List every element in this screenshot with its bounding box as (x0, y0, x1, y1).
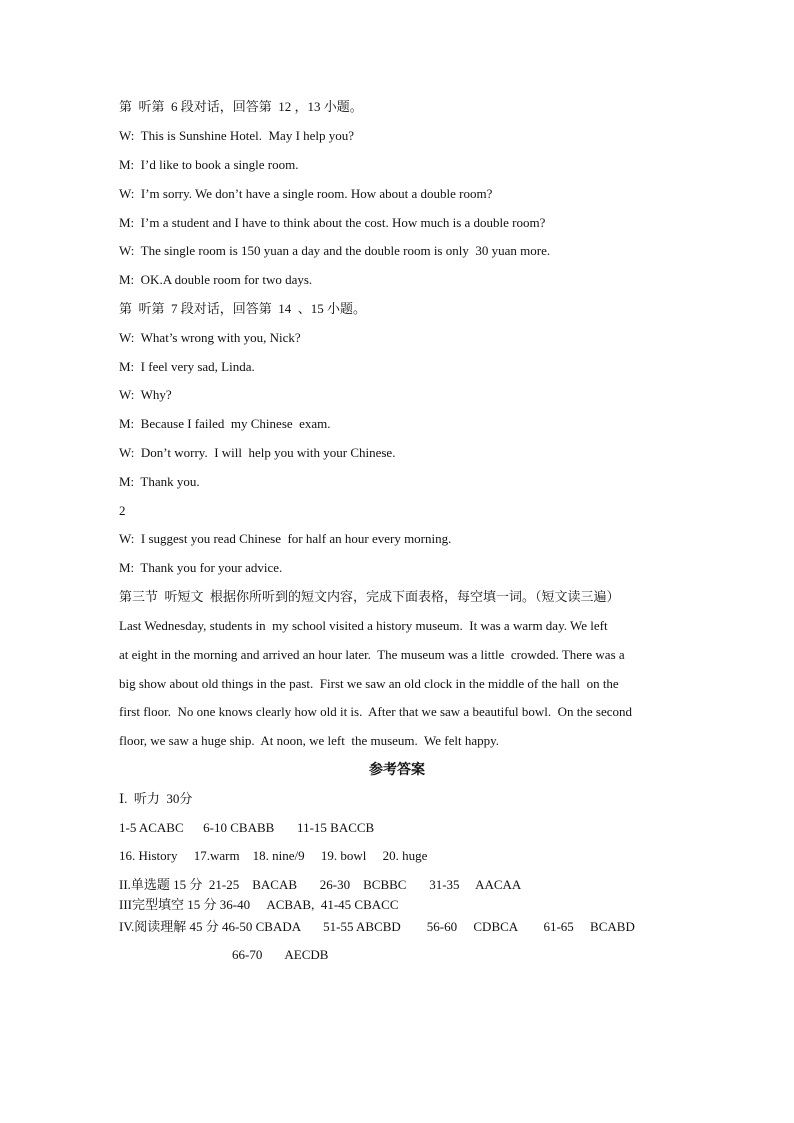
dialogue-line: W: This is Sunshine Hotel. May I help you? (119, 128, 355, 143)
dialogue-line: W: Don’t worry. I will help you with your Chinese. (119, 445, 396, 460)
dialogue-line: W: I’m sorry. We don’t have a single room. How about a double room? (119, 186, 493, 201)
section7-heading: 第 听第 7 段对话，回答第 14 、15 小题。 (119, 301, 367, 316)
section6-heading: 第 听第 6 段对话，回答第 12 ，13 小题。 (119, 99, 363, 114)
dialogue-line: M: I’d like to book a single room. (119, 157, 299, 172)
answer-row: 1-5 ACABC 6-10 CBABB 11-15 BACCB (119, 820, 375, 835)
answer-row: III完型填空 15 分 36-40 ACBAB, 41-45 CBACC (119, 897, 399, 912)
passage-line: floor, we saw a huge ship. At noon, we left the museum. We felt happy. (119, 733, 500, 748)
dialogue-line: M: Thank you for your advice. (119, 560, 283, 575)
passage-line: Last Wednesday, students in my school visited a history museum. It was a warm day. We left (119, 618, 608, 633)
section3-heading: 第三节 听短文 根据你所听到的短文内容，完成下面表格，每空填一词。（短文读三遍） (119, 589, 620, 604)
answer-key-title: 参考答案 (369, 763, 425, 778)
page-number: 2 (119, 503, 126, 518)
answer-row: II.单选题 15 分 21-25 BACAB 26-30 BCBBC 31-35 AACAA (119, 877, 522, 892)
passage-line: first floor. No one knows clearly how old it is. After that we saw a beautiful bowl. On the second (119, 704, 633, 719)
dialogue-line: M: Thank you. (119, 474, 200, 489)
dialogue-line: M: I’m a student and I have to think about the cost. How much is a double room? (119, 215, 546, 230)
dialogue-line: W: The single room is 150 yuan a day and the double room is only 30 yuan more. (119, 243, 551, 258)
dialogue-line: M: I feel very sad, Linda. (119, 359, 255, 374)
answer-listening-header: Ⅰ. 听力 30分 (119, 791, 193, 806)
answer-row: 16. History 17.warm 18. nine/9 19. bowl 20. huge (119, 848, 428, 863)
passage-line: at eight in the morning and arrived an hour later. The museum was a little crowded. There was a (119, 647, 625, 662)
dialogue-line: M: Because I failed my Chinese exam. (119, 416, 331, 431)
dialogue-line: M: OK.A double room for two days. (119, 272, 313, 287)
answer-row: 66-70 AECDB (232, 947, 329, 962)
dialogue-line: W: What’s wrong with you, Nick? (119, 330, 301, 345)
dialogue-line: W: I suggest you read Chinese for half an hour every morning. (119, 531, 452, 546)
dialogue-line: W: Why? (119, 387, 172, 402)
passage-line: big show about old things in the past. First we saw an old clock in the middle of the hall on the (119, 676, 619, 691)
answer-row: IV.阅读理解 45 分 46-50 CBADA 51-55 ABCBD 56-60 CDBCA 61-65 BCABD (119, 919, 635, 934)
